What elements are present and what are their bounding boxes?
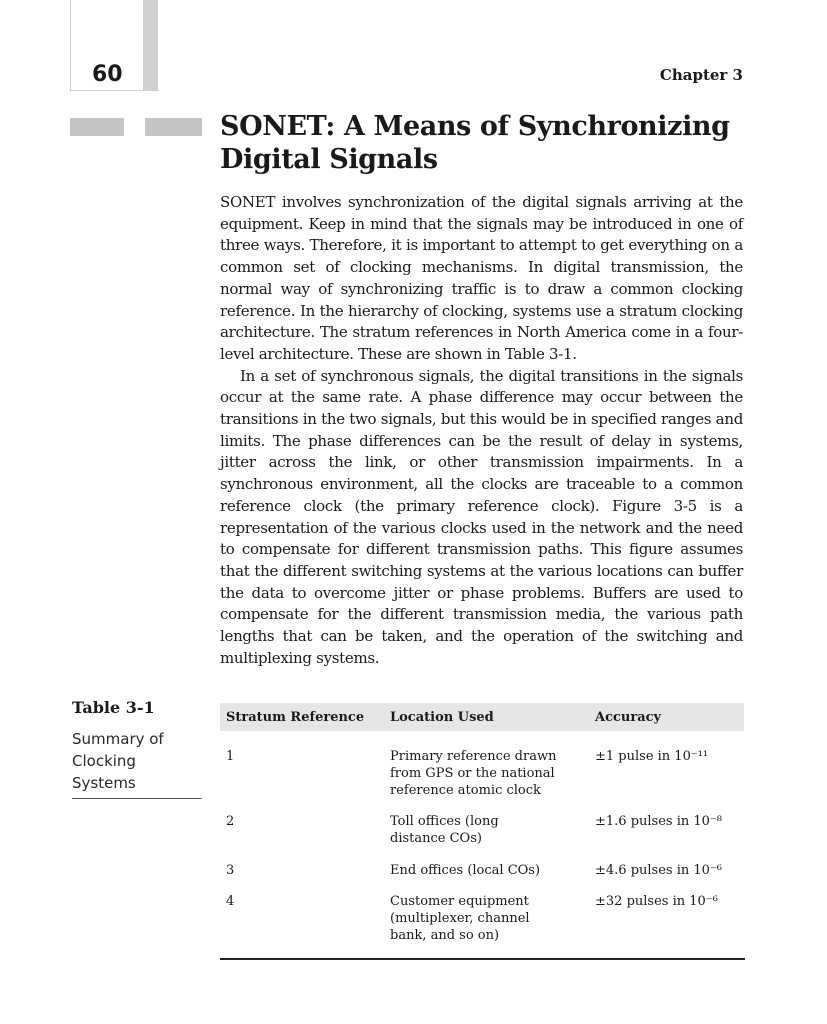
table-cell-accuracy: ±1 pulse in 10⁻¹¹ — [595, 749, 709, 764]
table-cell-accuracy: ±1.6 pulses in 10⁻⁸ — [595, 814, 722, 829]
table-cell-stratum: 2 — [226, 814, 235, 829]
table-cell-accuracy: ±32 pulses in 10⁻⁶ — [595, 894, 718, 909]
table-header — [220, 703, 744, 731]
table-cell-location: Primary reference drawn from GPS or the national reference atomic clock — [390, 749, 557, 798]
page-number: 60 — [92, 62, 123, 87]
page-number-bar — [143, 0, 158, 90]
table-cell-stratum: 1 — [226, 749, 235, 764]
column-header-location: Location Used — [390, 710, 494, 725]
section-decoration-bar — [145, 118, 202, 136]
table-cell-stratum: 3 — [226, 863, 235, 878]
table-bottom-rule — [220, 958, 745, 960]
paragraph: SONET involves synchronization of the digital signals arriving at the equipment. Keep in mind that the signals may be introduced in one of three ways. Therefore, it is important to attempt to get everything on a common set of clocking mechanisms. In digital transmission, the normal way of synchronizing traffic is to draw a common clocking reference. In the hierarchy of clocking, systems use a stratum clocking architecture. The stratum references in North America come in a four-level architecture. These are shown in Table 3-1. — [220, 193, 743, 363]
table-cell-location: End offices (local COs) — [390, 863, 541, 878]
table-cell-location: Toll offices (long distance COs) — [390, 814, 499, 846]
section-title: SONET: A Means of Synchronizing Digital Signals — [220, 111, 730, 175]
table-caption: Summary of Clocking Systems — [72, 728, 202, 799]
column-header-stratum: Stratum Reference — [226, 710, 365, 725]
table-cell-location: Customer equipment (multiplexer, channel bank, and so on) — [390, 894, 530, 943]
column-header-accuracy: Accuracy — [595, 710, 662, 725]
table-label: Table 3-1 — [72, 698, 155, 717]
table-cell-accuracy: ±4.6 pulses in 10⁻⁶ — [595, 863, 722, 878]
paragraph: In a set of synchronous signals, the digital transitions in the signals occur at the same rate. A phase difference may occur between the transitions in the two signals, but this would be in specified ranges and limits. The phase differences can be the result of delay in systems, jitter across the link, or other transmission impairments. In a synchronous environment, all the clocks are traceable to a common reference clock (the primary reference clock). Figure 3-5 is a representation of the various clocks used in the network and the need to compensate for different transmission paths. This figure assumes that the different switching systems at the various locations can buffer the data to overcome jitter or phase problems. Buffers are used to compensate for the different transmission media, the various path lengths that can be taken, and the operation of the switching and multiplexing systems. — [220, 366, 743, 667]
chapter-label: Chapter 3 — [659, 66, 743, 84]
body-text — [220, 192, 743, 669]
table-cell-stratum: 4 — [226, 894, 235, 909]
section-decoration-bar — [70, 118, 124, 136]
